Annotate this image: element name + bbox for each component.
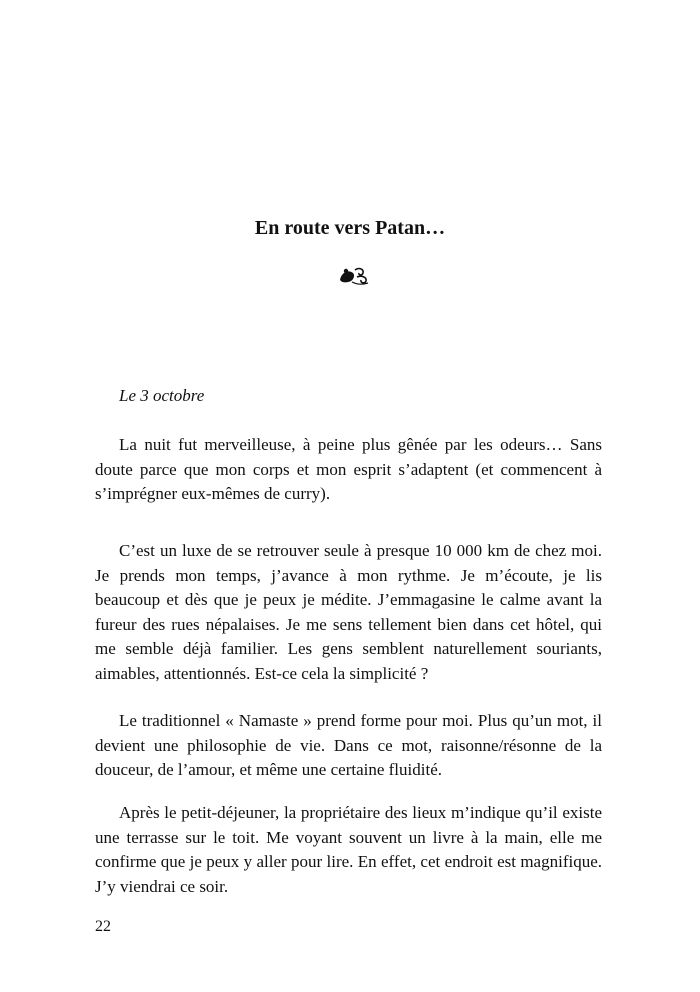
entry-date: Le 3 octobre — [119, 386, 205, 405]
chapter-title: En route vers Patan… — [254, 217, 446, 239]
paragraph-1: La nuit fut merveilleuse, à peine plus gênée par les odeurs… Sans doute parce que mon corps et mon esprit s’adaptent (et commencent à s’imprégner eux-mêmes de curry). — [95, 435, 602, 503]
paragraph-4: Après le petit-déjeuner, la propriétaire des lieux m’indique qu’il existe une terrasse sur le toit. Me voyant souvent un livre à la main, elle me confirme que je peux y aller pour lire. En effet, cet endroit est magnifique. J’y viendrai ce soir. — [95, 803, 602, 896]
paragraph-3: Le traditionnel « Namaste » prend forme pour moi. Plus qu’un mot, il devient une philosophie de vie. Dans ce mot, raisonne/résonne de la douceur, de l’amour, et même une certaine fluidité. — [95, 711, 602, 779]
fleuron-ornament-icon — [338, 264, 370, 286]
paragraph-2: C’est un luxe de se retrouver seule à presque 10 000 km de chez moi. Je prends mon temps, j’avance à mon rythme. Je m’écoute, je lis beaucoup et dès que je peux je médite. J’emmagasine le calme avant la fureur des rues népalaises. Je me sens tellement bien dans cet hôtel, qui me semble déjà familier. Les gens semblent naturellement souriants, aimables, attentionnés. Est-ce cela la simplicité ? — [95, 541, 602, 683]
page-number: 22 — [95, 918, 111, 935]
